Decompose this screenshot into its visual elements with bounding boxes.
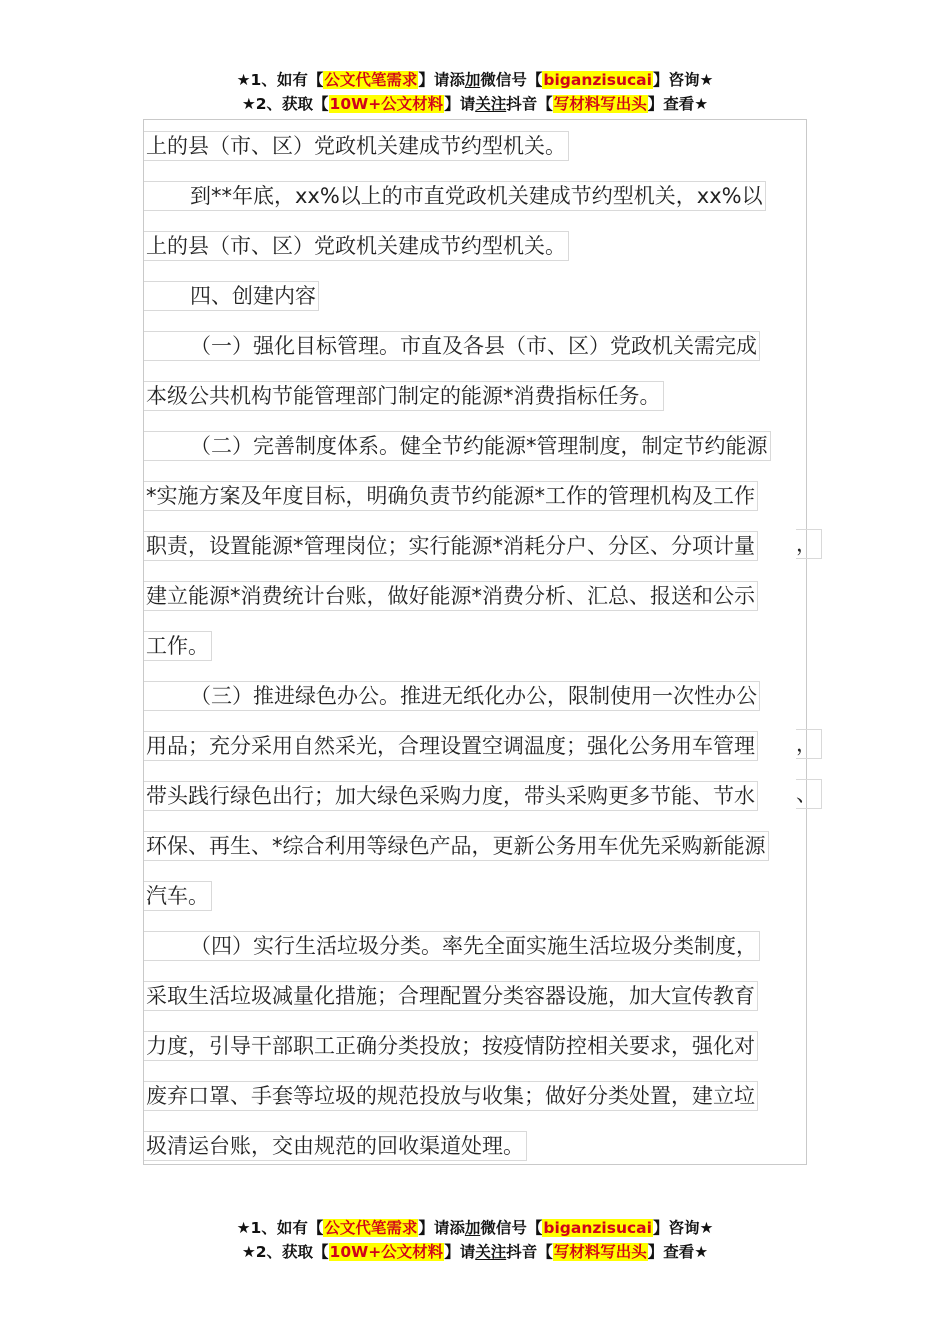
top-promo-banner (0, 68, 950, 116)
highlight-service: 公文代笔需求 (324, 1219, 418, 1237)
doc-line: 力度，引导干部职工正确分类投放；按疫情防控相关要求，强化对 (144, 1031, 758, 1061)
doc-line: 带头践行绿色出行；加大绿色采购力度，带头采购更多节能、节水 (144, 781, 758, 811)
promo-line-1: ★1、如有【公文代笔需求】请添加微信号【biganzisucai】咨询★ (236, 71, 714, 89)
highlight-douyin-account: 写材料写出头 (553, 1243, 647, 1261)
doc-line: （四）实行生活垃圾分类。率先全面实施生活垃圾分类制度， (144, 931, 760, 961)
doc-line: 采取生活垃圾减量化措施；合理配置分类容器设施，加大宣传教育 (144, 981, 758, 1011)
doc-line: （三）推进绿色办公。推进无纸化办公，限制使用一次性办公 (144, 681, 760, 711)
doc-line: 用品；充分采用自然采光，合理设置空调温度；强化公务用车管理 (144, 731, 758, 761)
doc-line: 工作。 (144, 631, 212, 661)
highlight-materials: 10W+公文材料 (329, 1243, 444, 1261)
doc-line: 圾清运台账，交由规范的回收渠道处理。 (144, 1131, 527, 1161)
highlight-materials: 10W+公文材料 (329, 95, 444, 113)
doc-line: 建立能源*消费统计台账，做好能源*消费分析、汇总、报送和公示 (144, 581, 758, 611)
promo-line-2: ★2、获取【10W+公文材料】请关注抖音【写材料写出头】查看★ (241, 1243, 709, 1261)
highlight-service: 公文代笔需求 (324, 71, 418, 89)
highlight-wechat-id: biganzisucai (543, 71, 652, 89)
doc-line: 本级公共机构节能管理部门制定的能源*消费指标任务。 (144, 381, 664, 411)
overflow-punctuation: ， (796, 529, 822, 559)
doc-line: 环保、再生、*综合利用等绿色产品，更新公务用车优先采购新能源 (144, 831, 769, 861)
highlight-wechat-id: biganzisucai (543, 1219, 652, 1237)
doc-line: 汽车。 (144, 881, 212, 911)
doc-line: *实施方案及年度目标，明确负责节约能源*工作的管理机构及工作 (144, 481, 758, 511)
doc-line: 废弃口罩、手套等垃圾的规范投放与收集；做好分类处置，建立垃 (144, 1081, 758, 1111)
promo-line-2: ★2、获取【10W+公文材料】请关注抖音【写材料写出头】查看★ (241, 95, 709, 113)
overflow-punctuation: ， (796, 729, 822, 759)
section-heading: 四、创建内容 (144, 281, 319, 311)
doc-line: 上的县（市、区）党政机关建成节约型机关。 (144, 131, 569, 161)
doc-line: 上的县（市、区）党政机关建成节约型机关。 (144, 231, 569, 261)
highlight-douyin-account: 写材料写出头 (553, 95, 647, 113)
bottom-promo-banner (0, 1216, 950, 1264)
doc-line: （一）强化目标管理。市直及各县（市、区）党政机关需完成 (144, 331, 760, 361)
doc-line: （二）完善制度体系。健全节约能源*管理制度，制定节约能源 (144, 431, 771, 461)
doc-line: 到**年底，xx%以上的市直党政机关建成节约型机关，xx%以 (144, 181, 766, 211)
doc-line: 职责，设置能源*管理岗位；实行能源*消耗分户、分区、分项计量 (144, 531, 758, 561)
promo-line-1: ★1、如有【公文代笔需求】请添加微信号【biganzisucai】咨询★ (236, 1219, 714, 1237)
overflow-punctuation: 、 (796, 779, 822, 809)
